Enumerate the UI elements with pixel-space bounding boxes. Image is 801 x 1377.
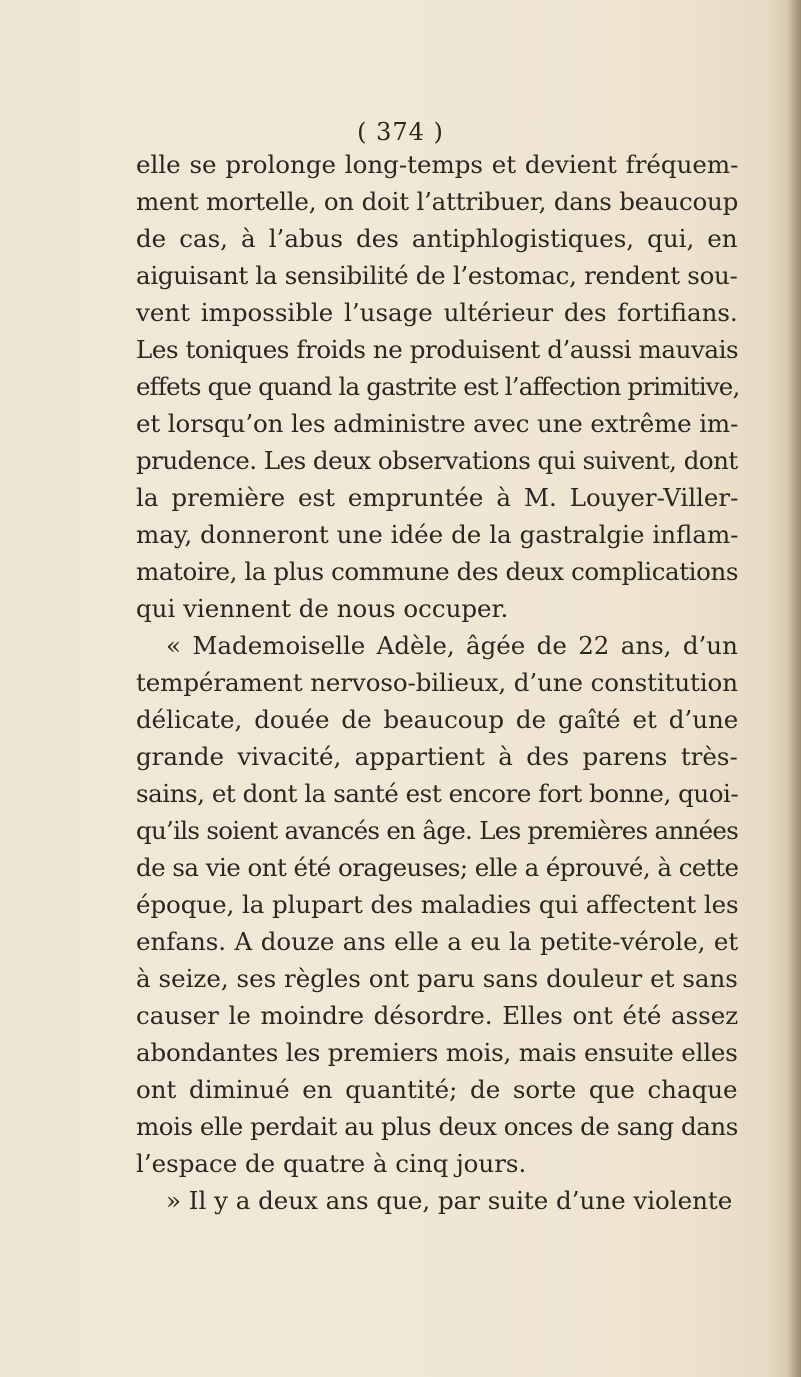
text-line: Les toniques froids ne produisent d’aussi mauvais <box>136 335 739 364</box>
text-line: ment mortelle, on doit l’attribuer, dans beaucoup <box>136 187 739 216</box>
text-line: et lorsqu’on les administre avec une extrême im- <box>136 409 739 438</box>
text-line: qui viennent de nous occuper. <box>136 594 509 623</box>
page-edge-shadow <box>787 0 801 1377</box>
text-line: causer le moindre désordre. Elles ont été assez <box>136 1001 739 1030</box>
text-line: qu’ils soient avancés en âge. Les premières années <box>136 816 739 845</box>
text-line: may, donneront une idée de la gastralgie inflam- <box>136 520 739 549</box>
text-line: ont diminué en quantité; de sorte que chaque <box>136 1075 738 1104</box>
text-line: la première est empruntée à M. Louyer-Viller- <box>136 483 739 512</box>
text-line: « Mademoiselle Adèle, âgée de 22 ans, d’un <box>166 631 738 660</box>
text-line: délicate, douée de beaucoup de gaîté et d’une <box>136 705 739 734</box>
text-line: à seize, ses règles ont paru sans douleur et sans <box>136 964 738 993</box>
text-line: effets que quand la gastrite est l’affection primitive, <box>136 372 740 401</box>
page-number: ( 374 ) <box>357 118 444 146</box>
text-line: grande vivacité, appartient à des parens très- <box>136 742 738 771</box>
text-line: abondantes les premiers mois, mais ensuite elles <box>136 1038 738 1067</box>
text-line: elle se prolonge long-temps et devient fréquem- <box>136 150 739 179</box>
text-line: sains, et dont la santé est encore fort bonne, quoi- <box>136 779 739 808</box>
text-line: mois elle perdait au plus deux onces de sang dans <box>136 1112 738 1141</box>
text-line: aiguisant la sensibilité de l’estomac, rendent sou- <box>136 261 738 290</box>
text-line: de sa vie ont été orageuses; elle a éprouvé, à cette <box>136 853 739 882</box>
text-line: » Il y a deux ans que, par suite d’une violente <box>166 1186 733 1215</box>
text-line: l’espace de quatre à cinq jours. <box>136 1149 527 1178</box>
text-line: époque, la plupart des maladies qui affectent les <box>136 890 739 919</box>
text-line: tempérament nervoso-bilieux, d’une constitution <box>136 668 738 697</box>
text-line: enfans. A douze ans elle a eu la petite-vérole, et <box>136 927 739 956</box>
text-line: vent impossible l’usage ultérieur des fortifians. <box>136 298 738 327</box>
text-line: matoire, la plus commune des deux complications <box>136 557 739 586</box>
text-line: de cas, à l’abus des antiphlogistiques, qui, en <box>136 224 738 253</box>
text-line: prudence. Les deux observations qui suivent, dont <box>136 446 738 475</box>
